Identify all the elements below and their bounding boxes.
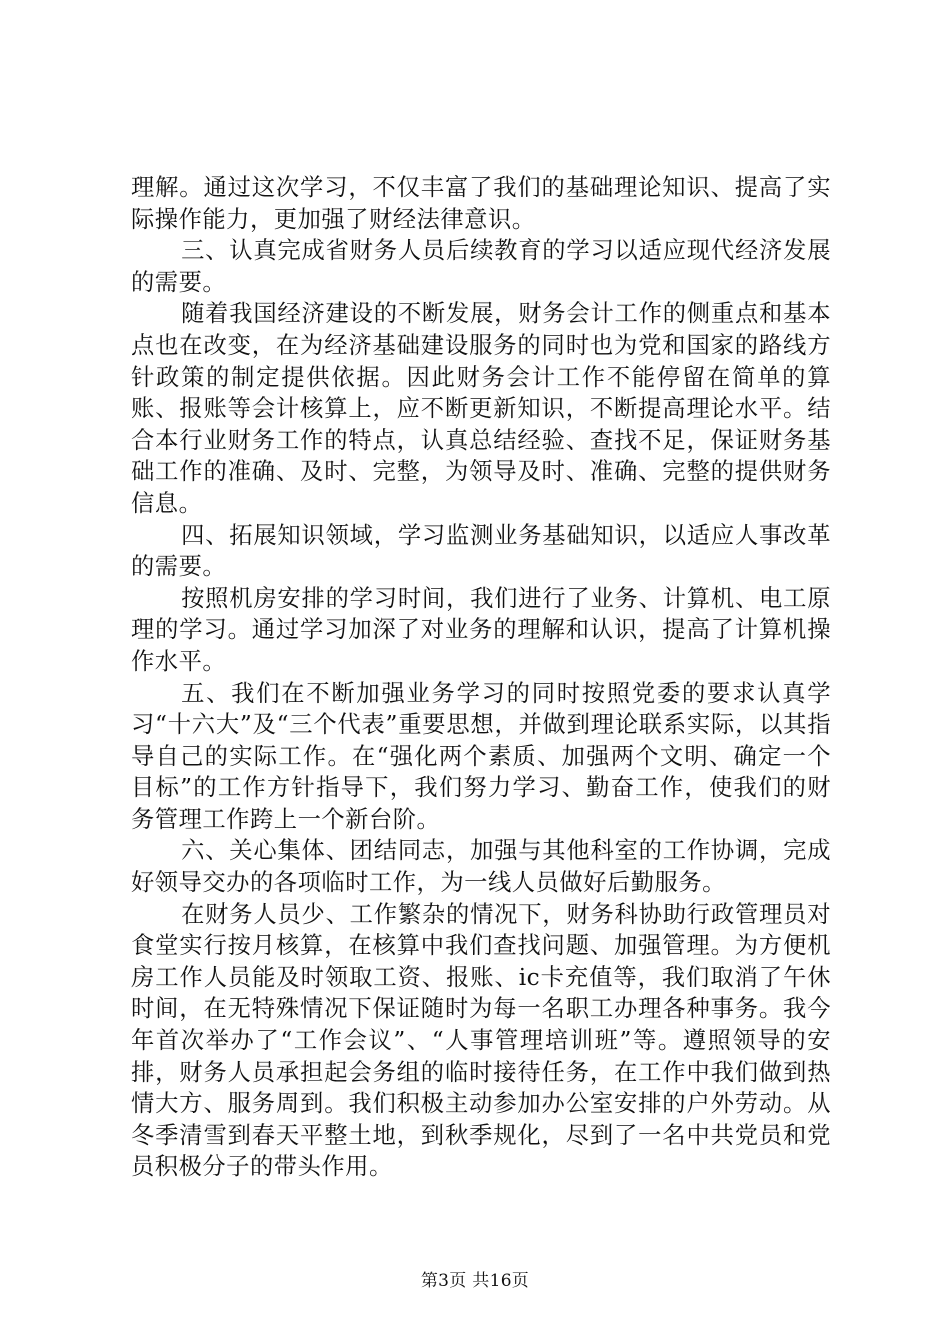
page-footer: [0, 1270, 950, 1292]
paragraph-8: 在财务人员少、工作繁杂的情况下，财务科协助行政管理员对食堂实行按月核算，在核算中我们查找问题、加强管理。为方便机房工作人员能及时领取工资、报账、ic卡充值等，我们取消了午休时间，在无特殊情况下保证随时为每一名职工办理各种事务。我今年首次举办了“工作会议”、“人事管理培训班”等。遵照领导的安排，财务人员承担起会务组的临时接待任务，在工作中我们做到热情大方、服务周到。我们积极主动参加办公室安排的户外劳动。从冬季清雪到春天平整土地，到秋季规化，尽到了一名中共党员和党员积极分子的带头作用。: [131, 900, 831, 1181]
paragraph-2: 三、认真完成省财务人员后续教育的学习以适应现代经济发展的需要。: [131, 237, 831, 296]
paragraph-5: 按照机房安排的学习时间，我们进行了业务、计算机、电工原理的学习。通过学习加深了对业务的理解和认识，提高了计算机操作水平。: [131, 584, 831, 675]
paragraph-1: 理解。通过这次学习，不仅丰富了我们的基础理论知识、提高了实际操作能力，更加强了财经法律意识。: [131, 174, 831, 233]
paragraph-7: 六、关心集体、团结同志，加强与其他科室的工作协调，完成好领导交办的各项临时工作，为一线人员做好后勤服务。: [131, 837, 831, 897]
page-number-label: 第3页 共16页: [420, 1271, 530, 1291]
document-body: [131, 172, 831, 1183]
paragraph-4: 四、拓展知识领域，学习监测业务基础知识，以适应人事改革的需要。: [131, 521, 831, 581]
paragraph-6: 五、我们在不断加强业务学习的同时按照党委的要求认真学习“十六大”及“三个代表”重要思想，并做到理论联系实际，以其指导自己的实际工作。在“强化两个素质、加强两个文明、确定一个目标”的工作方针指导下，我们努力学习、勤奋工作，使我们的财务管理工作跨上一个新台阶。: [131, 679, 831, 833]
paragraph-3: 随着我国经济建设的不断发展，财务会计工作的侧重点和基本点也在改变，在为经济基础建设服务的同时也为党和国家的路线方针政策的制定提供依据。因此财务会计工作不能停留在简单的算账、报账等会计核算上，应不断更新知识，不断提高理论水平。结合本行业财务工作的特点，认真总结经验、查找不足，保证财务基础工作的准确、及时、完整，为领导及时、准确、完整的提供财务信息。: [131, 300, 831, 517]
